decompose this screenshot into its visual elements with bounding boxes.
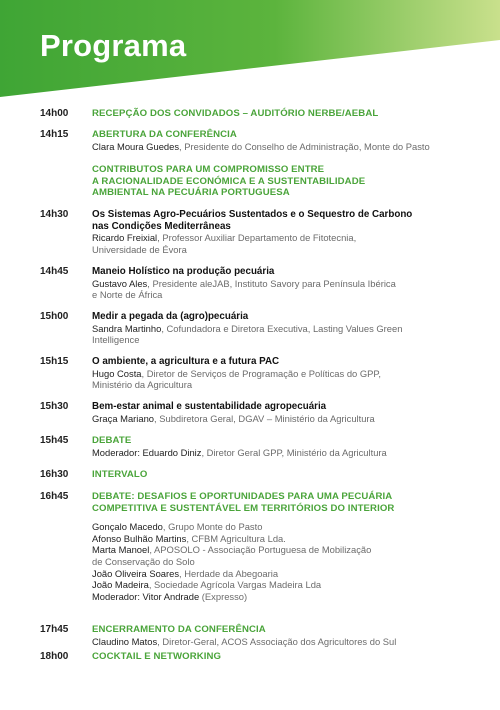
speaker-line [92, 636, 472, 648]
speaker-name: Sandra Martinho [92, 322, 162, 334]
heading-line: Os Sistemas Agro-Pecuários Sustentados e o Sequestro de Carbono [92, 209, 413, 220]
speaker-line [92, 323, 472, 335]
speaker-role: Ministério da Agricultura [92, 379, 193, 391]
speaker-role: , Diretor Geral GPP, Ministério da Agricultura [201, 446, 387, 458]
time-label: 14h30 [40, 209, 69, 220]
item-heading [92, 491, 472, 514]
speaker-role: , Grupo Monte do Pasto [162, 521, 263, 533]
speaker-role: de Conservação do Solo [92, 555, 195, 567]
speaker-name: Gonçalo Macedo [92, 521, 163, 533]
time-label: 15h15 [40, 356, 69, 367]
item-content [92, 356, 472, 391]
speaker-line [92, 521, 472, 533]
page-title: Programa [40, 28, 187, 63]
speaker-name: João Madeira [92, 579, 149, 591]
time-label: 14h15 [40, 129, 69, 140]
item-heading [92, 356, 472, 368]
time-label: 15h45 [40, 435, 69, 446]
time-label: 16h45 [40, 491, 69, 502]
heading-line: COCKTAIL E NETWORKING [92, 651, 222, 662]
heading-line: Medir a pegada da (agro)pecuária [92, 311, 249, 322]
speaker-line [92, 568, 472, 580]
heading-line: CONTRIBUTOS PARA UM COMPROMISSO ENTRE [92, 164, 325, 175]
item-heading [92, 435, 472, 447]
speaker-role: , Professor Auxiliar Departamento de Fitotecnia, [157, 232, 357, 244]
item-content [92, 209, 472, 255]
speaker-line [92, 591, 472, 603]
speaker-line [92, 544, 472, 556]
item-content [92, 491, 472, 602]
speaker-line [92, 533, 472, 545]
heading-line: RECEPÇÃO DOS CONVIDADOS – AUDITÓRIO NERBE/AEBAL [92, 108, 379, 119]
speaker-name: Claudino Matos [92, 635, 158, 647]
speaker-name: Hugo Costa [92, 367, 142, 379]
speaker-role: e Norte de África [92, 289, 163, 301]
speaker-name: Moderador: Eduardo Diniz [92, 446, 202, 458]
time-label: 15h00 [40, 311, 69, 322]
header-banner [0, 0, 500, 100]
heading-line: Bem-estar animal e sustentabilidade agropecuária [92, 401, 327, 412]
item-heading [92, 401, 472, 413]
speaker-role: (Expresso) [199, 590, 248, 602]
speaker-role: , Herdade da Abegoaria [179, 567, 279, 579]
item-content [92, 129, 472, 152]
item-heading [92, 108, 472, 120]
speaker-line [92, 379, 472, 391]
speaker-line [92, 447, 472, 459]
speaker-name: Clara Moura Guedes [92, 140, 180, 152]
speaker-line [92, 278, 472, 290]
item-content [92, 108, 472, 120]
speaker-role: , CFBM Agricultura Lda. [186, 532, 286, 544]
heading-line: ABERTURA DA CONFERÊNCIA [92, 129, 237, 140]
speaker-role: , Presidente aleJAB, Instituto Savory para Península Ibérica [147, 277, 396, 289]
time-label: 18h00 [40, 651, 69, 662]
item-heading [92, 651, 472, 663]
item-content [92, 164, 472, 199]
speaker-name: Afonso Bulhão Martins [92, 532, 187, 544]
item-content [92, 401, 472, 424]
heading-line: A RACIONALIDADE ECONÓMICA E A SUSTENTABILIDADE [92, 175, 366, 187]
item-content [92, 651, 472, 663]
item-heading [92, 209, 472, 232]
heading-line: nas Condições Mediterrâneas [92, 220, 231, 232]
speaker-name: Graça Mariano [92, 412, 155, 424]
speaker-line [92, 413, 472, 425]
item-heading [92, 311, 472, 323]
speaker-role: , Subdiretora Geral, DGAV – Ministério da Agricultura [154, 412, 375, 424]
heading-line: ENCERRAMENTO DA CONFERÊNCIA [92, 624, 266, 635]
speaker-line [92, 289, 472, 301]
speaker-role: , Cofundadora e Diretora Executiva, Lasting Values Green [161, 322, 403, 334]
speaker-role: , Sociedade Agrícola Vargas Madeira Lda [148, 579, 322, 591]
heading-line: DEBATE: DESAFIOS E OPORTUNIDADES PARA UMA PECUÁRIA [92, 491, 393, 502]
item-heading [92, 624, 472, 636]
item-heading [92, 129, 472, 141]
heading-line: INTERVALO [92, 469, 148, 480]
time-label: 14h00 [40, 108, 69, 119]
speaker-role: , Presidente do Conselho de Administração, Monte do Pasto [179, 140, 430, 152]
item-content [92, 435, 472, 458]
speaker-role: , Diretor de Serviços de Programação e Políticas do GPP, [141, 367, 382, 379]
heading-line: Maneio Holístico na produção pecuária [92, 266, 275, 277]
time-label: 15h30 [40, 401, 69, 412]
item-content [92, 469, 472, 481]
item-heading [92, 164, 472, 199]
speaker-name: João Oliveira Soares [92, 567, 180, 579]
speaker-name: Moderador: Vitor Andrade [92, 590, 200, 602]
speaker-role: , APOSOLO - Associação Portuguesa de Mobilização [149, 544, 372, 556]
time-label: 17h45 [40, 624, 69, 635]
heading-line: O ambiente, a agricultura e a futura PAC [92, 356, 280, 367]
speaker-name: Gustavo Ales [92, 277, 148, 289]
speaker-line [92, 368, 472, 380]
heading-line: COMPETITIVA E SUSTENTÁVEL EM TERRITÓRIOS DO INTERIOR [92, 502, 395, 514]
item-content [92, 311, 472, 346]
item-heading [92, 266, 472, 278]
speaker-line [92, 556, 472, 568]
item-content [92, 624, 472, 647]
speaker-line [92, 244, 472, 256]
speaker-line [92, 141, 472, 153]
speaker-line [92, 334, 472, 346]
time-label: 14h45 [40, 266, 69, 277]
time-label: 16h30 [40, 469, 69, 480]
heading-line: DEBATE [92, 435, 132, 446]
speaker-line [92, 579, 472, 591]
speaker-role: Intelligence [92, 334, 140, 346]
speaker-line [92, 232, 472, 244]
heading-line: AMBIENTAL NA PECUÁRIA PORTUGUESA [92, 187, 290, 199]
item-content [92, 266, 472, 301]
speaker-role: Universidade de Évora [92, 243, 187, 255]
speaker-name: Ricardo Freixial [92, 232, 158, 244]
speaker-role: , Diretor-Geral, ACOS Associação dos Agricultores do Sul [157, 635, 397, 647]
speaker-name: Marta Manoel [92, 544, 150, 556]
item-heading [92, 469, 472, 481]
